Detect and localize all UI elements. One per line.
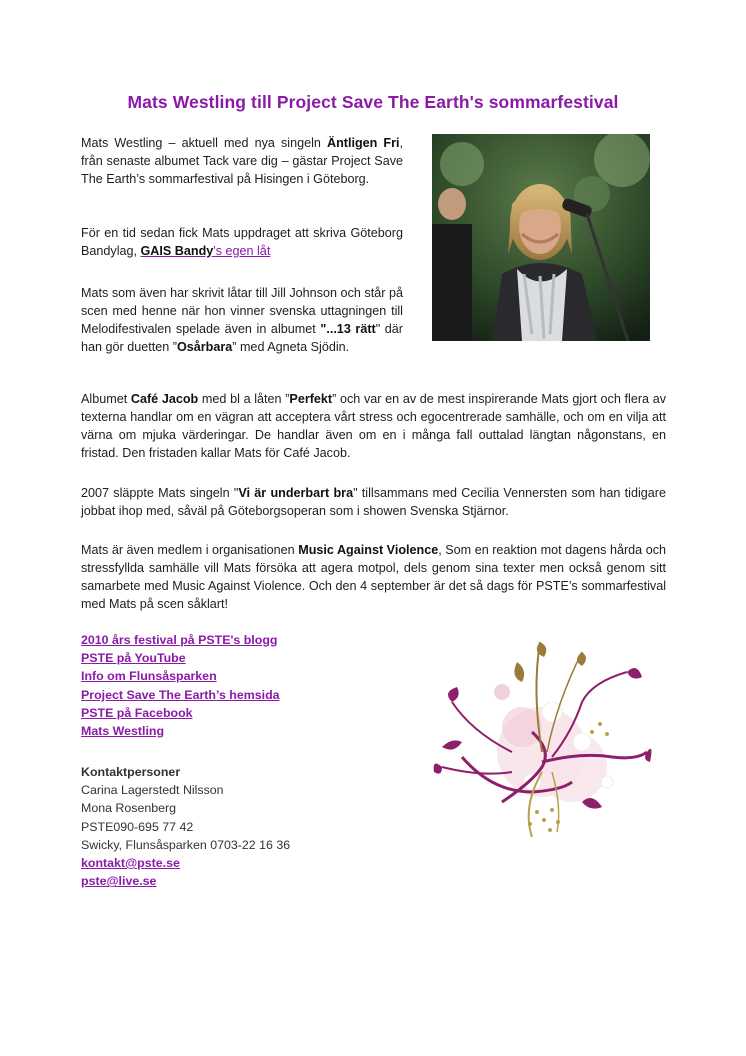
artist-photo [432, 134, 650, 341]
link-festival-blog[interactable]: 2010 års festival på PSTE's blogg [81, 633, 278, 647]
link-mats-westling[interactable]: Mats Westling [81, 724, 165, 739]
contact-block [81, 763, 290, 890]
text-run: Mats Westling – aktuell med nya singeln [81, 136, 327, 150]
email-link-kontakt[interactable]: kontakt@pste.se [81, 856, 180, 871]
bandy-paragraph [81, 224, 403, 260]
text-run: ” och var en av de mest inspirerande Mats gjort och flera av texterna handlar om en vägran att acceptera vårt stress och egocentrerade samhälle, och om en vilja att värna om mjuka värderingar. De handlar även om en i många fall outtalad längtan någonstans, en fristad. Den fristaden kallar Mats för Café Jacob. [81, 392, 666, 460]
link-pste-homepage[interactable]: Project Save The Earth’s hemsida [81, 687, 280, 702]
intro-paragraph [81, 134, 403, 188]
contact-line: PSTE090-695 77 42 [81, 819, 194, 834]
text-run: " där han gör duetten ” [81, 322, 403, 354]
artist-photo-image [432, 134, 650, 341]
link-flunsasparken-info[interactable]: Info om Flunsåsparken [81, 669, 217, 684]
link-youtube[interactable]: PSTE på YouTube [81, 651, 186, 666]
page-title: Mats Westling till Project Save The Earth's sommarfestival [127, 92, 619, 112]
text-run: med bl a låten ” [198, 392, 290, 406]
cafe-jacob-paragraph [81, 390, 666, 462]
text-run: " tillsammans med Cecilia Vennersten som han tidigare jobbat ihop med, såväl på Göteborgsoperan som i showen Svenska Stjärnor. [81, 486, 666, 518]
contact-line: Carina Lagerstedt Nilsson [81, 783, 224, 798]
single-title: Vi är underbart bra [238, 486, 354, 500]
text-run: 2007 släppte Mats singeln " [81, 486, 239, 500]
link-list [81, 631, 280, 740]
duet-title: Osårbara [176, 340, 233, 354]
single-2007-paragraph [81, 484, 666, 520]
album-title: Café Jacob [130, 392, 199, 406]
song-title: Perfekt [289, 392, 333, 406]
text-run: För en tid sedan fick Mats uppdraget att skriva Göteborg Bandylag, [81, 226, 403, 258]
link-text: 's egen låt [213, 244, 271, 258]
email-link-live[interactable]: pste@live.se [81, 874, 157, 889]
contacts-heading: Kontaktpersoner [81, 765, 181, 779]
text-run: , Som en reaktion mot dagens hårda och stressfyllda samhälle vill Mats försöka att agera motpol, dels genom sina texter men också genom sitt samarbete med Music Against Violence. Och den 4 september är det så dags för PSTE’s sommarfestival med Mats på scen såklart! [81, 543, 666, 611]
contact-line: Mona Rosenberg [81, 801, 177, 816]
organisation-name: Music Against Violence [298, 543, 439, 557]
link-bold-text: GAIS Bandy [140, 244, 214, 258]
album-title: "...13 rätt [320, 322, 376, 336]
jill-johnson-paragraph [81, 284, 403, 356]
contact-line: Swicky, Flunsåsparken 0703-22 16 36 [81, 837, 291, 852]
text-run: Mats som även har skrivit låtar till Jill Johnson och står på scen med henne när hon vinner svenska uttagningen till Melodifestivalen spelade även in albumet [81, 286, 403, 336]
single-title: Äntligen Fri [326, 136, 400, 150]
text-run: Albumet [81, 392, 131, 406]
text-run: ” med Agneta Sjödin. [232, 340, 350, 354]
floral-decoration-icon [432, 632, 654, 842]
text-run: Mats är även medlem i organisationen [81, 543, 299, 557]
text-run: , från senaste albumet Tack vare dig – gästar Project Save The Earth’s sommarfestival på Hisingen i Göteborg. [81, 136, 403, 186]
link-facebook[interactable]: PSTE på Facebook [81, 705, 193, 720]
music-against-violence-paragraph [81, 541, 666, 613]
gais-bandy-link[interactable] [141, 244, 271, 258]
